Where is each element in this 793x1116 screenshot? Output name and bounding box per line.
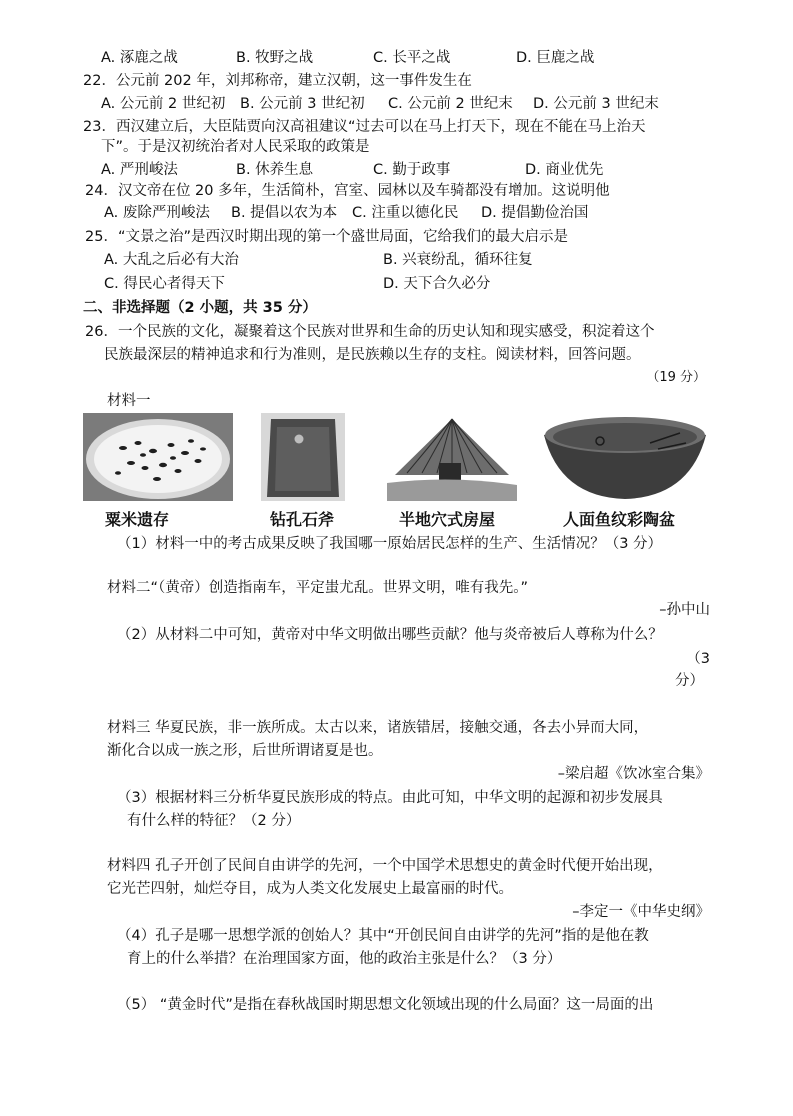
caption-pottery-basin: 人面鱼纹彩陶盆 <box>563 510 676 529</box>
material2-source: –孙中山 <box>659 602 710 618</box>
q23-option-b: B. 休养生息 <box>236 162 314 178</box>
q26-stem-line1: 26．一个民族的文化，凝聚着这个民族对世界和生命的历史认知和现实感受，积淀着这个 <box>85 324 655 340</box>
q25-stem: 25．“文景之治”是西汉时期出现的第一个盛世局面，它给我们的最大启示是 <box>85 229 568 245</box>
q26-score: （19 分） <box>646 370 706 385</box>
q25-option-d: D. 天下合久必分 <box>383 276 491 292</box>
material1-label: 材料一 <box>107 393 151 409</box>
q24-option-d: D. 提倡勤俭治国 <box>481 205 589 221</box>
q24-option-c: C. 注重以德化民 <box>352 205 459 221</box>
q21-option-c: C. 长平之战 <box>373 50 451 66</box>
q21-option-a: A. 涿鹿之战 <box>101 50 178 66</box>
stone-axe-image <box>261 413 345 501</box>
q26-sub3-line1: （3）根据材料三分析华夏民族形成的特点。由此可知，中华文明的起源和初步发展具 <box>117 790 663 806</box>
q23-stem-line1: 23．西汉建立后，大臣陆贾向汉高祖建议“过去可以在马上打天下，现在不能在马上治天 <box>83 119 646 135</box>
material3-line2: 渐化合以成一族之形，后世所谓诸夏是也。 <box>107 743 383 759</box>
material4-line2: 它光芒四射，灿烂夺目，成为人类文化发展史上最富丽的时代。 <box>107 881 513 897</box>
material2: 材料二“（黄帝）创造指南车，平定蚩尤乱。世界文明，唯有我先。” <box>107 580 529 596</box>
q23-option-c: C. 勤于政事 <box>373 162 451 178</box>
painted-pottery-basin-image <box>540 413 710 501</box>
q24-stem: 24．汉文帝在位 20 多年，生活简朴，宫室、园林以及车骑都没有增加。这说明他 <box>85 183 610 199</box>
q22-option-b: B. 公元前 3 世纪初 <box>240 96 365 112</box>
caption-millet: 粟米遗存 <box>105 510 170 529</box>
q24-option-b: B. 提倡以农为本 <box>231 205 338 221</box>
caption-house: 半地穴式房屋 <box>399 510 496 529</box>
q22-option-c: C. 公元前 2 世纪末 <box>388 96 513 112</box>
caption-stone-axe: 钻孔石斧 <box>270 510 335 529</box>
q22-stem: 22．公元前 202 年，刘邦称帝，建立汉朝，这一事件发生在 <box>83 73 472 89</box>
q23-option-d: D. 商业优先 <box>525 162 604 178</box>
material4-line1: 材料四 孔子开创了民间自由讲学的先河，一个中国学术思想史的黄金时代便开始出现， <box>107 858 663 874</box>
q22-option-d: D. 公元前 3 世纪末 <box>533 96 659 112</box>
q21-option-b: B. 牧野之战 <box>236 50 314 66</box>
section2-title: 二、非选择题（2 小题，共 35 分） <box>83 300 317 316</box>
q23-stem-line2: 下”。于是汉初统治者对人民采取的政策是 <box>101 139 370 155</box>
material3-source: –梁启超《饮冰室合集》 <box>557 766 710 782</box>
q26-sub3-line2: 有什么样的特征？（2 分） <box>127 813 301 829</box>
q26-sub5-line1: （5） “黄金时代”是指在春秋战国时期思想文化领域出现的什么局面？这一局面的出 <box>117 997 654 1013</box>
q26-sub2: （2）从材料二中可知，黄帝对中华文明做出哪些贡献？他与炎帝被后人尊称为什么？ <box>117 627 663 643</box>
q25-option-b: B. 兴衰纷乱，循环往复 <box>383 252 533 268</box>
q24-option-a: A. 废除严刑峻法 <box>104 205 210 221</box>
semi-subterranean-house-image <box>387 413 517 501</box>
q22-option-a: A. 公元前 2 世纪初 <box>101 96 226 112</box>
q26-stem-line2: 民族最深层的精神追求和行为准则，是民族赖以生存的支柱。阅读材料，回答问题。 <box>104 347 641 363</box>
q26-sub1: （1）材料一中的考古成果反映了我国哪一原始居民怎样的生产、生活情况？（3 分） <box>117 536 663 552</box>
q25-option-c: C. 得民心者得天下 <box>104 276 225 292</box>
material3-line1: 材料三 华夏民族，非一族所成。太古以来，诸族错居，接触交通，各去小异而大同， <box>107 720 649 736</box>
q26-sub4-line1: （4）孔子是哪一思想学派的创始人？其中“开创民间自由讲学的先河”指的是他在教 <box>117 928 649 944</box>
q26-sub2-score-2: 分） <box>675 673 704 689</box>
q26-sub2-score-1: （3 <box>686 651 710 667</box>
q25-option-a: A. 大乱之后必有大治 <box>104 252 239 268</box>
q21-option-d: D. 巨鹿之战 <box>516 50 595 66</box>
q26-sub4-line2: 育上的什么举措？在治理国家方面，他的政治主张是什么？（3 分） <box>127 951 562 967</box>
q23-option-a: A. 严刑峻法 <box>101 162 178 178</box>
material4-source: –李定一《中华史纲》 <box>572 904 710 920</box>
millet-remains-image <box>83 413 233 501</box>
